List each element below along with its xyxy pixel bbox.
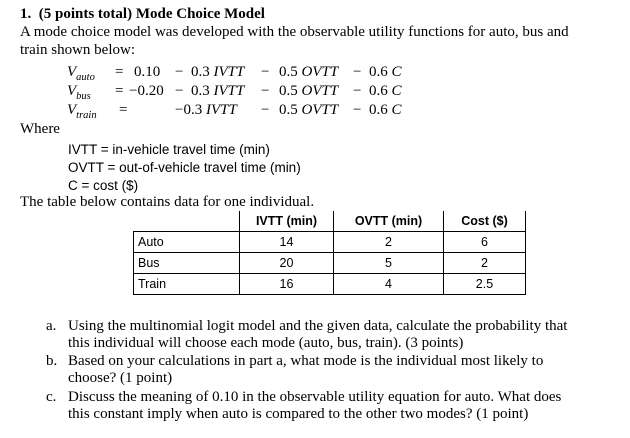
eq-constant: −0.20	[129, 83, 164, 99]
row-mode: Bus	[134, 253, 240, 274]
eq-ivtt: IVTT	[213, 64, 245, 80]
row-ovtt: 2	[334, 232, 444, 253]
eq-coef-ovtt: 0.5	[279, 64, 298, 80]
eq-ovtt: OVTT	[301, 64, 339, 80]
row-ivtt: 14	[240, 232, 334, 253]
intro-line-1: A mode choice model was developed with the observable utility functions for auto, bus and	[20, 24, 569, 40]
eq-var: V	[67, 64, 77, 80]
header-cost: Cost ($)	[444, 211, 526, 232]
eq-subscript: bus	[76, 91, 91, 102]
table-intro: The table below contains data for one individual.	[20, 194, 315, 210]
row-ivtt: 16	[240, 274, 334, 295]
row-mode: Train	[134, 274, 240, 295]
question-b-line2: choose? (1 point)	[68, 370, 173, 386]
eq-ovtt: OVTT	[301, 102, 339, 118]
eq-var: V	[67, 83, 77, 99]
problem-heading	[20, 6, 265, 23]
row-ovtt: 5	[334, 253, 444, 274]
eq-var: V	[67, 102, 77, 118]
table-row	[134, 274, 526, 295]
eq-coef-ovtt: 0.5	[279, 83, 298, 99]
row-ovtt: 4	[334, 274, 444, 295]
eq-coef-ivtt: 0.3	[191, 64, 210, 80]
question-a-line1: Using the multinomial logit model and the given data, calculate the probability that	[68, 318, 568, 334]
table-header-row	[134, 211, 526, 232]
question-c-line2: this constant imply when auto is compared to the other two modes? (1 point)	[68, 406, 529, 422]
eq-constant: 0.10	[134, 64, 161, 80]
row-cost: 2	[444, 253, 526, 274]
question-c-line1: Discuss the meaning of 0.10 in the observable utility equation for auto. What does	[68, 389, 562, 405]
eq-ivtt: IVTT	[213, 83, 245, 99]
question-c-label: c.	[46, 389, 57, 405]
eq-cost: C	[391, 83, 402, 99]
eq-ivtt: IVTT	[205, 102, 237, 118]
definition-cost: C = cost ($)	[68, 178, 139, 193]
row-mode: Auto	[134, 232, 240, 253]
eq-coef-cost: 0.6	[369, 102, 388, 118]
eq-cost: C	[391, 102, 402, 118]
question-b-label: b.	[46, 353, 58, 369]
eq-coef-cost: 0.6	[369, 64, 388, 80]
definition-ivtt: IVTT = in-vehicle travel time (min)	[68, 142, 270, 157]
problem-number: 1.	[20, 6, 32, 22]
header-ovtt: OVTT (min)	[334, 211, 444, 232]
equation-train: $V_{train}$ = −0.3 IVTT − 0.5 OVTT − 0.6 C	[67, 102, 402, 121]
table-row	[134, 253, 526, 274]
question-a-label: a.	[46, 318, 57, 334]
intro-line-2: train shown below:	[20, 42, 135, 58]
question-a-line2: this individual will choose each mode (auto, bus, train). (3 points)	[68, 335, 464, 351]
eq-coef-ivtt: −0.3	[175, 102, 203, 118]
eq-cost: C	[391, 64, 402, 80]
problem-title: (5 points total) Mode Choice Model	[38, 6, 265, 22]
where-label: Where	[20, 121, 60, 137]
eq-subscript: train	[76, 110, 97, 121]
eq-ovtt: OVTT	[301, 83, 339, 99]
header-ivtt: IVTT (min)	[240, 211, 334, 232]
data-table	[133, 211, 526, 295]
eq-coef-cost: 0.6	[369, 83, 388, 99]
table-row	[134, 232, 526, 253]
eq-coef-ovtt: 0.5	[279, 102, 298, 118]
equation-bus: $V_{bus}$ = −0.20 − 0.3 IVTT − 0.5 OVTT − 0.6 C	[67, 83, 402, 102]
eq-coef-ivtt: 0.3	[191, 83, 210, 99]
question-b-line1: Based on your calculations in part a, what mode is the individual most likely to	[68, 353, 544, 369]
row-ivtt: 20	[240, 253, 334, 274]
row-cost: 2.5	[444, 274, 526, 295]
eq-subscript: auto	[76, 72, 95, 83]
equation-auto: $V_{auto}$ = 0.10 − 0.3 IVTT − 0.5 OVTT − 0.6 C	[67, 64, 402, 83]
row-cost: 6	[444, 232, 526, 253]
definition-ovtt: OVTT = out-of-vehicle travel time (min)	[68, 160, 301, 175]
